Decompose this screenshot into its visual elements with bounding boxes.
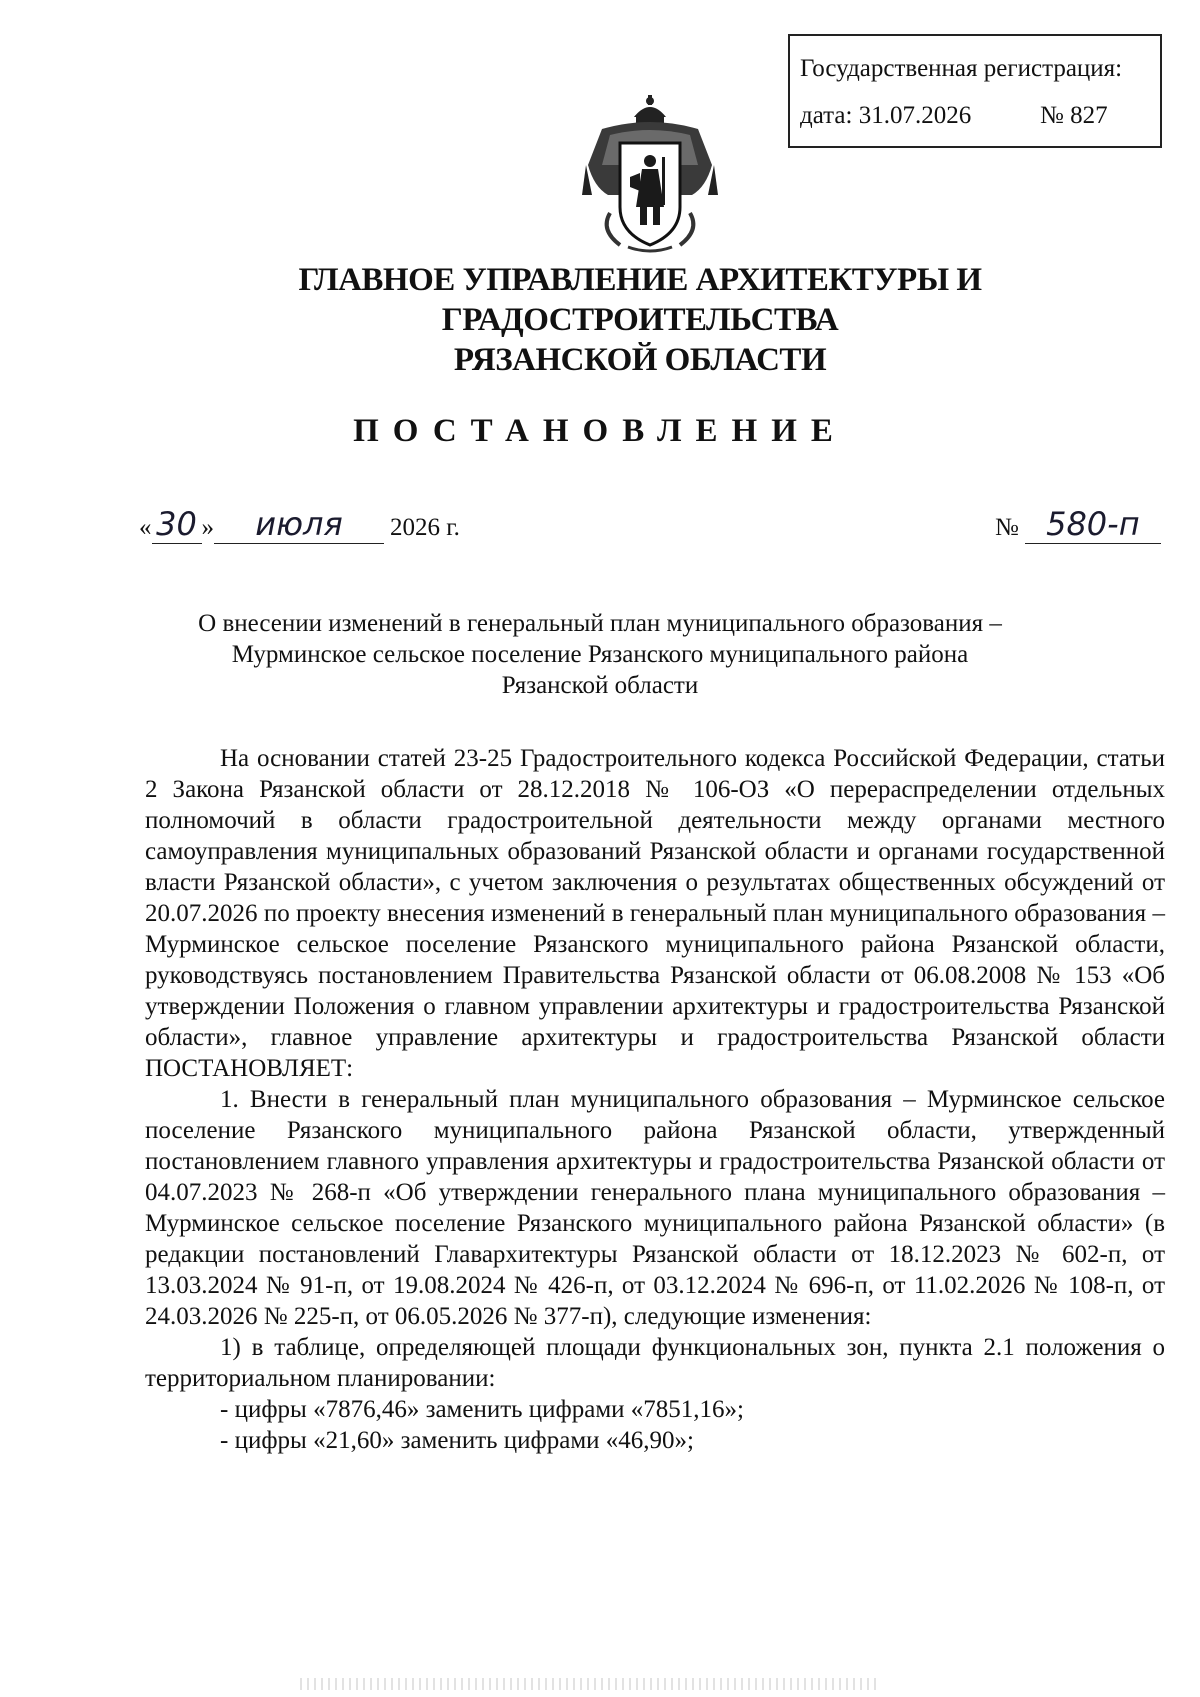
subject-line3: Рязанской области (501, 672, 699, 699)
item-1-paragraph: 1. Внести в генеральный план муниципального образования – Мурминское сельское поселение Рязанского муниципального района Рязанской области, утвержденный постановлением главного управления архитектуры и градостроительства Рязанской области от 04.07.2023 № 268-п «Об утверждении генерального плана муниципального образования – Мурминское сельское поселение Рязанского муниципального района Рязанской области» (в редакции постановлений Главархитектуры Рязанской области от 18.12.2023 № 602-п, от 13.03.2024 № 91-п, от 19.08.2024 № 426-п, от 03.12.2024 № 696-п, от 11.02.2026 № 108-п, от 24.03.2026 № 225-п, от 06.05.2026 № 377-п), следующие изменения: (145, 1086, 1165, 1330)
registration-stamp (788, 34, 1162, 148)
scan-artifact (300, 1678, 880, 1690)
document-subject (150, 608, 1050, 701)
document-body (145, 743, 1165, 1456)
registration-date: дата: 31.07.2026 (800, 102, 972, 129)
subitem-1-paragraph: 1) в таблице, определяющей площади функциональных зон, пункта 2.1 положения о территориальном планировании: (145, 1334, 1165, 1392)
change-2-line: - цифры «21,60» заменить цифрами «46,90»; (220, 1427, 694, 1454)
organization-title-line1: ГЛАВНОЕ УПРАВЛЕНИЕ АРХИТЕКТУРЫ И ГРАДОСТРОИТЕЛЬСТВА (298, 262, 982, 338)
date-close-quote: » (201, 514, 214, 541)
date-month-handwritten: июля (214, 505, 384, 544)
ryazan-coat-of-arms-icon (580, 95, 720, 255)
subject-line1: О внесении изменений в генеральный план муниципального образования – (198, 610, 1002, 637)
change-1-line: - цифры «7876,46» заменить цифрами «7851,16»; (220, 1396, 744, 1423)
document-date (139, 505, 460, 544)
registration-number: № 827 (1040, 102, 1108, 129)
date-day-handwritten: 30 (152, 505, 202, 544)
document-number (995, 505, 1161, 544)
subject-line2: Мурминское сельское поселение Рязанского муниципального района (231, 641, 969, 668)
number-prefix: № (995, 514, 1019, 541)
organization-title-line2: РЯЗАНСКОЙ ОБЛАСТИ (453, 342, 827, 378)
date-open-quote: « (139, 514, 152, 541)
preamble-paragraph: На основании статей 23-25 Градостроительного кодекса Российской Федерации, статьи 2 Закона Рязанской области от 28.12.2018 № 106-ОЗ «О перераспределении отдельных полномочий в области градостроительной деятельности между органами местного самоуправления муниципальных образований Рязанской области и органами государственной власти Рязанской области», с учетом заключения о результатах общественных обсуждений от 20.07.2026 по проекту внесения изменений в генеральный план муниципального образования – Мурминское сельское поселение Рязанского муниципального района Рязанской области, руководствуясь постановлением Правительства Рязанской области от 06.08.2008 № 153 «Об утверждении Положения о главном управлении архитектуры и градостроительства Рязанской области», главное управление архитектуры и градостроительства Рязанской области ПОСТАНОВЛЯЕТ: (145, 745, 1165, 1082)
date-year: 2026 г. (390, 514, 460, 541)
organization-title (100, 260, 1180, 380)
document-type-heading: ПОСТАНОВЛЕНИЕ (353, 413, 847, 449)
registration-title: Государственная регистрация: (800, 55, 1123, 82)
number-handwritten: 580-п (1025, 505, 1161, 544)
